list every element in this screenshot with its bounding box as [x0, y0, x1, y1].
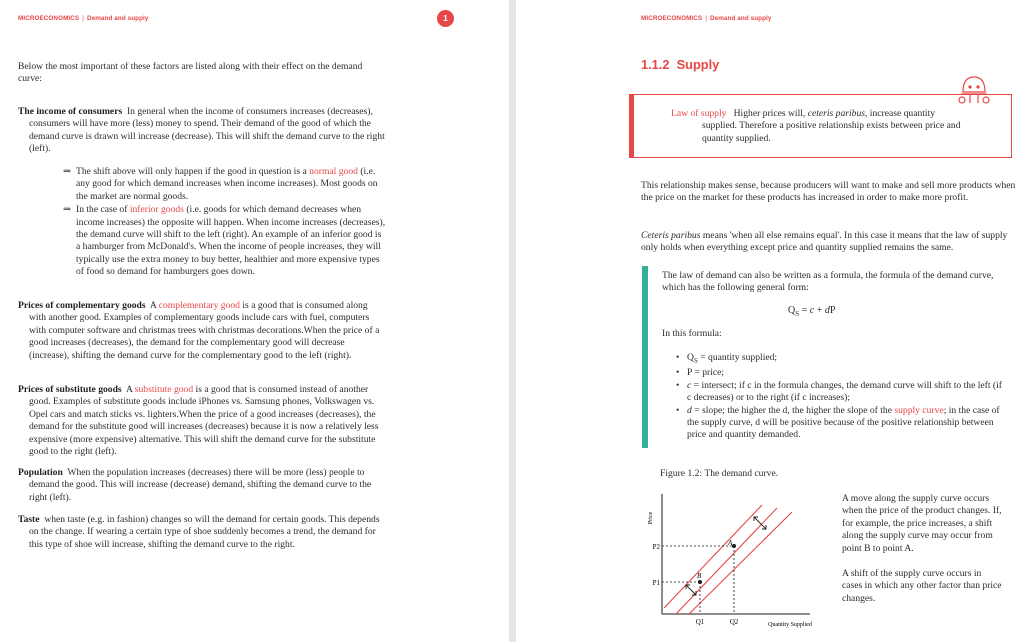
section-number: 1.1.2: [641, 57, 670, 72]
left-page: [0, 0, 509, 642]
p1-label: P1: [652, 579, 660, 587]
normal-good-link[interactable]: normal good: [309, 166, 358, 177]
section-title: Supply: [676, 57, 720, 72]
header-chapter: Demand and supply: [86, 15, 149, 22]
income-paragraph: [18, 106, 394, 156]
header-separator: |: [82, 15, 84, 22]
diagram-axes: [662, 494, 810, 614]
p2-label: P2: [652, 543, 660, 551]
header-section: MICROECONOMICS: [641, 15, 703, 22]
arrow-icon: ⇒: [63, 166, 72, 177]
population-term: Population: [18, 467, 63, 478]
formula-intro: The law of demand can also be written as a formula, the formula of the demand curve, which has the following general form:: [662, 270, 994, 294]
figure-caption: Figure 1.2: The demand curve.: [660, 468, 779, 479]
population-paragraph: Population When the population increases (decreases) there will be more (less) people to demand the good. This will increase (decrease) demand, shifting the demand curve to the right (left).: [18, 467, 372, 503]
header-separator: |: [705, 15, 707, 22]
point-b: [698, 580, 702, 584]
formula-variable-list: [662, 352, 1008, 442]
section-heading: [641, 57, 719, 72]
formula-box: [642, 266, 1015, 448]
figure-text-shift: A shift of the supply curve occurs in cases in which any other factor than price changes.: [842, 568, 1002, 604]
right-page: [516, 0, 1024, 642]
inferior-goods-link[interactable]: inferior goods: [129, 204, 184, 216]
taste-term: Taste: [18, 514, 40, 525]
substitute-paragraph: Prices of substitute goods A substitute good is a good that is consumed instead of another good. Examples of substitute goods include iPhones vs. Samsung phones, Volkswagen vs. Opel cars and match sticks vs. lighters.When the price of a good increases (decreases), the demand for the substitute good will increases (decreases) because it is now a relatively less expensive (more expensive) alternative. This will shift the demand curve for the substitute good to the right (left).: [18, 384, 379, 458]
taste-paragraph: Taste when taste (e.g. in fashion) changes so will the demand for certain goods. This depends on the change. If wearing a certain type of shoe suddenly becomes a trend, the demand for this type of shoe will increase, shifting the demand curve to the right.: [18, 514, 380, 550]
supply-curves: [664, 505, 792, 614]
supply-curve-middle: [676, 508, 777, 614]
arrow-icon: ⇒: [63, 204, 72, 216]
normal-good-bullet: ⇒ The shift above will only happen if the good in question is a normal good (i.e. any good for which demand increases when income increases). Most goods on the market are normal goods.: [63, 166, 378, 202]
point-b-label: B: [697, 572, 702, 580]
x-axis-label: Quantity Supplied: [768, 622, 812, 628]
income-text: In general when the income of consumers increases (decreases), consumers will have more (less) money to spend. Their demand of the good of which the demand curve is drawn will increase (decrease). This will shift the demand curve to the right (left).: [29, 106, 385, 155]
income-bullets: [18, 166, 386, 279]
list-item: • d = slope; the higher the d, the higher the slope of the supply curve; in the case of the supply curve, d will be positive because of the positive relationship between price and quantity demanded.: [662, 405, 1008, 442]
law-term: Law of supply: [671, 108, 727, 119]
list-item: • P = price;: [662, 367, 1008, 379]
header-chapter: Demand and supply: [709, 15, 772, 22]
income-term: The income of consumers: [18, 106, 123, 117]
q2-label: Q2: [729, 618, 739, 626]
inferior-good-bullet: ⇒ In the case of inferior goods (i.e. goods for which demand decreases when income increases) the opposite will happen. When income increases (decreases), the demand curve will shift to the left (right). An example of an inferior good is a hamburger from McDonald's. When the income of people increases, they will typically use the extra money to buy better, healthier and more expensive types of food so demand for hamburgers goes down.: [63, 204, 386, 278]
shift-arrows: [686, 517, 766, 595]
running-header: [641, 15, 772, 22]
figure-text-movement: A move along the supply curve occurs when the price of the product changes. If, for example, the price increases, a shift along the supply curve may occur from point B to point A.: [842, 493, 1002, 554]
point-a-label: A: [728, 539, 733, 547]
law-of-supply-box: [629, 94, 1012, 158]
shift-arrow-icon: [754, 517, 766, 529]
supply-curve-diagram: [642, 490, 824, 630]
shift-arrow-icon: [686, 585, 696, 595]
supply-explanation: This relationship makes sense, because producers will want to make and sell more products when the price on the market for these products has increased in order to make more profit.: [641, 180, 1016, 204]
law-of-supply-text: Law of supply Higher prices will, ceteris paribus, increase quantity supplied. Therefore a positive relationship exists between price and quantity supplied.: [671, 108, 961, 144]
complementary-term: Prices of complementary goods: [18, 300, 146, 311]
substitute-term: Prices of substitute goods: [18, 384, 122, 395]
formula-in-this: In this formula:: [662, 328, 722, 339]
supply-curve-link[interactable]: supply curve: [894, 404, 944, 416]
list-item: • c = intersect; if c in the formula changes, the demand curve will shift to the left (if c decreases) or to the right (if c increases);: [662, 380, 1008, 405]
running-header: [18, 15, 149, 22]
q1-label: Q1: [695, 618, 705, 626]
list-item: • $Q_S$ = quantity supplied;: [662, 352, 1008, 367]
complementary-good-link[interactable]: complementary good: [158, 300, 240, 311]
header-section: MICROECONOMICS: [18, 15, 80, 22]
supply-formula: $Q_S = c$ + dP: [788, 305, 836, 318]
ceteris-paribus-paragraph: Ceteris paribus means 'when all else remains equal'. In this case it means that the law of supply only holds when everything except price and quantity supplied remains the same.: [641, 230, 1008, 254]
substitute-good-link[interactable]: substitute good: [134, 384, 194, 395]
y-axis-label: Price: [648, 511, 654, 525]
page-number-badge: 1: [437, 10, 454, 27]
intro-paragraph: Below the most important of these factors are listed along with their effect on the demand curve:: [18, 61, 363, 85]
point-a: [732, 544, 736, 548]
complementary-paragraph: Prices of complementary goods A complementary good is a good that is consumed along with another good. Examples of complementary goods include cars with fuel, computers with computer software and christmas trees with christmas decorations.When the price of a good increases (decreases), the demand for the complementary good will decrease (increase), shifting the demand curve for the complementary good to the left (right).: [18, 300, 380, 361]
